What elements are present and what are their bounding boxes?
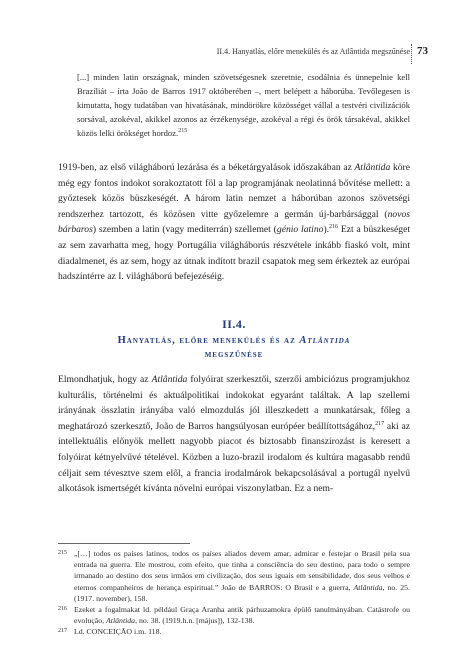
footnote-text-end: , no. 25. (1917. november), 158. — [74, 582, 410, 603]
p2-italic-atlantida: Atlântida — [151, 374, 188, 385]
body-paragraph-2 — [58, 372, 410, 497]
p1-text-5: Ezt a büszkeséget az sem zavarhatta meg, hogy Portugália világháborús részvétele inkább fiaskó volt, mint diadalmenet, és az sem, hogy az útnak indított brazil csapatok meg sem érkeztek az európai hadszíntérre az I. világháború befejezéséig. — [58, 224, 410, 283]
quote-paragraph — [77, 70, 410, 140]
footnote-text: Ld. CONCEIÇÃO i.m. 118. — [74, 627, 162, 637]
footnote-ref-217[interactable]: 217 — [375, 420, 385, 427]
footnote-ref-216[interactable]: 216 — [329, 224, 339, 231]
header-divider — [411, 44, 412, 64]
footnote-italic: Atlântida — [353, 582, 383, 592]
p2-text-3: aki az intellektuális előnyök mellett nagyobb piacot és biztosabb finanszírozást is keresett a folyóirat kétnyelvűvé tételével. Közben a luzo-brazil irodalom és kultúra magasabb rendű céljait sem tévesztve szem elől, a francia irodalmárok bekapcsolásával a portugál nyelvű alkotások ismertségét kívánta növelni európai viszonylatban. Ez a nem- — [58, 420, 410, 495]
body-paragraph-1 — [58, 160, 410, 285]
footnote-216 — [58, 604, 410, 626]
p2-text-2: folyóirat szerkesztői, szerzői ambiciózus programjukhoz kulturális, történelmi és aktuálpolitikai indokokat egyaránt találtak. A lap szellemi irányának összlatin irányába való elmozdulás jól illeszkedett a munkatársak, főleg a meghatározó szerkesztő, João de Barros hangsúlyosan európéer beállítottságához, — [58, 374, 411, 432]
section-number: II.4. — [222, 317, 246, 331]
section-title-italic: Atlântida — [299, 335, 351, 346]
section-title-line-1 — [58, 334, 410, 348]
p1-italic-atlantida: Atlântida — [354, 162, 391, 173]
p1-italic-genio-latino: génio latino — [276, 224, 324, 236]
footnote-separator — [58, 543, 190, 544]
footnote-ref-215[interactable]: 215 — [178, 128, 188, 135]
page-number: 73 — [417, 45, 428, 57]
running-title: II.4. Hanyatlás, előre menekülés és az Atlântida megszűnése — [216, 47, 410, 56]
p2-text-1: Elmondhatjuk, hogy az — [58, 374, 152, 385]
p1-text-4: ). — [323, 224, 330, 236]
footnote-text: Ezeket a fogalmakat ld. például Graça Aranha antik párhuzamokra épülő tanulmányában. Catástrofe ou evolução, — [74, 605, 410, 626]
p1-text-2: köre még egy fontos indokot sorakoztatott föl a lap programjának neolatinná bővítése mellett: a győztesek közös büszkeségét. A három latin nemzet a háborúban azonos szövetségi rendszerhez tartozott, és közösen vitte győzelemre a germán új-barbársággal ( — [58, 162, 411, 220]
section-heading — [58, 316, 410, 362]
footnote-number: 215 — [58, 550, 67, 556]
footnote-text: „[…] todos os países latinos, todos os países aliados devem amar, admirar e festejar o Brasil pela sua entrada na guerra. Ele mostrou, com efeito, que tinha a consciência do seu destino, para todo o sempre irmanado ao destino dos seus irmãos em civilização, dos seus iguais em sensibilidade, dos seus velhos e eternos companheiros de herança espiritual.” João de BARROS: O Brasil e a guerra, — [74, 549, 410, 592]
p1-text-1: 1919-ben, az első világháború lezárása és a béketárgyalások időszakában az — [58, 162, 355, 173]
footnote-text-end: , no. 38. (1919.h.n. [május]), 132-138. — [135, 616, 255, 626]
footnote-217 — [58, 626, 410, 637]
p1-text-3: ) szemben a latin (vagy mediterrán) szellemet ( — [92, 224, 277, 236]
p1-italic-novos-barbaros: novos bárbaros — [58, 208, 410, 236]
footnotes — [58, 548, 410, 638]
running-header — [0, 44, 466, 64]
footnote-215 — [58, 548, 410, 604]
footnote-number: 217 — [58, 628, 67, 635]
section-title-line-2: megszűnése — [204, 349, 264, 360]
footnote-italic: Atlântida — [106, 616, 136, 626]
footnote-number: 216 — [58, 606, 67, 613]
block-quote — [77, 70, 410, 140]
quote-text: [...] minden latin országnak, minden szövetségesnek szeretnie, csodálnia és ünnepelnie kell Brazíliát – írta João de Barros 1917 októberében –, mert belépett a háborúba. Tevőlegesen is kimutatta, hogy tudatában van hivatásának, mindörökre közösséget vállal a testvéri civilizációk sorsával, azokéval, akikkel azonos az érzékenysége, azokéval a régi és örök társakéval, akikkel közös lelki örökséget hordoz. — [77, 72, 410, 138]
section-title-text: Hanyatlás, előre menekülés és az — [117, 335, 300, 346]
